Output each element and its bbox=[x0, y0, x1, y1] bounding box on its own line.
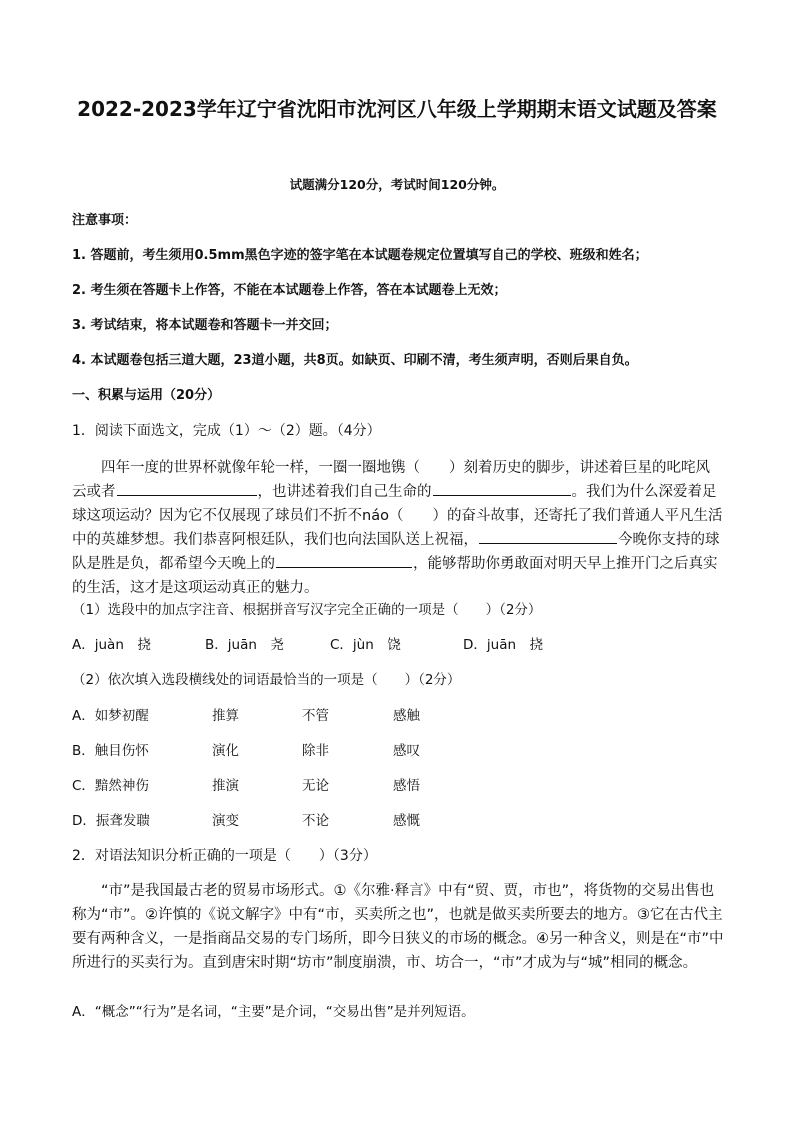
q1-sub2-stem: （2）依次填入选段横线处的词语最恰当的一项是（ ）（2分） bbox=[72, 672, 461, 688]
q1-blank-2[interactable] bbox=[433, 481, 571, 496]
notice-item-3: 3. 考试结束，将本试题卷和答题卡一并交回； bbox=[72, 318, 338, 333]
q1-sub2-a-word3: 不管 bbox=[302, 708, 329, 724]
q1-sub1-option-a[interactable]: A．juàn 挠 bbox=[72, 637, 151, 653]
exam-subtitle: 试题满分120分，考试时间120分钟。 bbox=[289, 177, 505, 192]
q1-sub1-option-c[interactable]: C．jùn 饶 bbox=[330, 637, 401, 653]
q1-sub2-option-b[interactable]: B．触目伤怀 bbox=[72, 743, 149, 759]
q1-sub2-a-word4: 感触 bbox=[393, 708, 420, 724]
q1-stem: 1．阅读下面选文，完成（1）～（2）题。（4分） bbox=[72, 423, 381, 439]
q1-blank-3[interactable] bbox=[479, 529, 617, 544]
q1-sub1-option-d[interactable]: D．juān 挠 bbox=[463, 637, 544, 653]
q1-sub2-d-word2: 演变 bbox=[212, 813, 239, 829]
q1-sub2-c-word2: 推演 bbox=[212, 778, 239, 794]
q1-passage-part3: 。我们为什么深爱着足球这项运动？因为它不仅展现了球员们不折不 bbox=[72, 484, 717, 524]
q1-sub2-a-word2: 推算 bbox=[212, 708, 239, 724]
q1-sub2-d-word4: 感慨 bbox=[393, 813, 420, 829]
q1-sub2-option-a[interactable]: A．如梦初醒 bbox=[72, 708, 149, 724]
q2-stem: 2．对语法知识分析正确的一项是（ ）（3分） bbox=[72, 848, 377, 864]
q1-sub2-d-word3: 不论 bbox=[302, 813, 329, 829]
q1-sub2-c-word4: 感悟 bbox=[393, 778, 420, 794]
section1-heading: 一、积累与运用（20分） bbox=[72, 388, 221, 403]
q1-sub2-b-word3: 除非 bbox=[302, 743, 329, 759]
notice-item-4: 4. 本试题卷包括三道大题，23道小题，共8页。如缺页、印刷不清，考生须声明，否则后果自负。 bbox=[72, 353, 638, 368]
q2-passage: “市”是我国最古老的贸易市场形式。①《尔雅·释言》中有“贸、贾，市也”，将货物的交易出售也称为“市”。②许慎的《说文解字》中有“市，买卖所之也”，也就是做买卖所要去的地方。③它在古代主要有两种含义，一是指商品交易的专门场所，即今日狭义的市场的概念。④另一种含义，则是在“市”中所进行的买卖行为。直到唐宋时期“坊市”制度崩溃，市、坊合一，“市”才成为与“城”相同的概念。 bbox=[72, 883, 724, 971]
q1-passage bbox=[72, 456, 724, 600]
q1-passage-part4: （ ）的奋斗故事，还寄托了我们普通人平凡生活中的英雄梦想。我们恭喜阿根廷队，我们也向法国队送上祝福， bbox=[72, 508, 723, 548]
notice-heading: 注意事项： bbox=[72, 213, 138, 228]
notice-item-1: 1. 答题前，考生须用0.5mm黑色字迹的签字笔在本试题卷规定位置填写自己的学校、班级和姓名； bbox=[72, 248, 648, 263]
q1-sub1-option-b[interactable]: B．juān 尧 bbox=[205, 637, 284, 653]
notice-item-2: 2. 考生须在答题卡上作答，不能在本试题卷上作答，答在本试题卷上无效； bbox=[72, 283, 507, 298]
q1-sub2-option-c[interactable]: C．黯然神伤 bbox=[72, 778, 149, 794]
q1-sub1-stem: （1）选段中的加点字注音、根据拼音写汉字完全正确的一项是（ ）（2分） bbox=[72, 602, 542, 618]
q1-sub2-b-word2: 演化 bbox=[212, 743, 239, 759]
q1-sub2-option-d[interactable]: D．振聋发聩 bbox=[72, 813, 150, 829]
q1-sub2-c-word3: 无论 bbox=[302, 778, 329, 794]
q1-pinyin: náo bbox=[362, 508, 389, 524]
q1-sub2-b-word4: 感叹 bbox=[393, 743, 420, 759]
q1-passage-part1: 四年一度的世界杯就像年轮一样，一圈一圈地镌（ ）刻着历史的脚步，讲述着巨星的叱咤风云或者 bbox=[72, 460, 710, 500]
q2-option-a[interactable]: A．“概念”“行为”是名词，“主要”是介词，“交易出售”是并列短语。 bbox=[72, 1004, 475, 1020]
q1-blank-1[interactable] bbox=[117, 481, 257, 496]
q1-passage-part2: ，也讲述着我们自己生命的 bbox=[257, 484, 432, 500]
exam-title: 2022-2023学年辽宁省沈阳市沈河区八年级上学期期末语文试题及答案 bbox=[77, 97, 717, 121]
q1-passage-part5: 今晚你支持的球队是胜是负，都希望今天晚上的 bbox=[72, 532, 720, 572]
q1-passage-part6: ，能够帮助你勇敢面对明天早上推开门之后真实的生活，这才是这项运动真正的魅力。 bbox=[72, 556, 718, 596]
q1-blank-4[interactable] bbox=[276, 553, 412, 568]
